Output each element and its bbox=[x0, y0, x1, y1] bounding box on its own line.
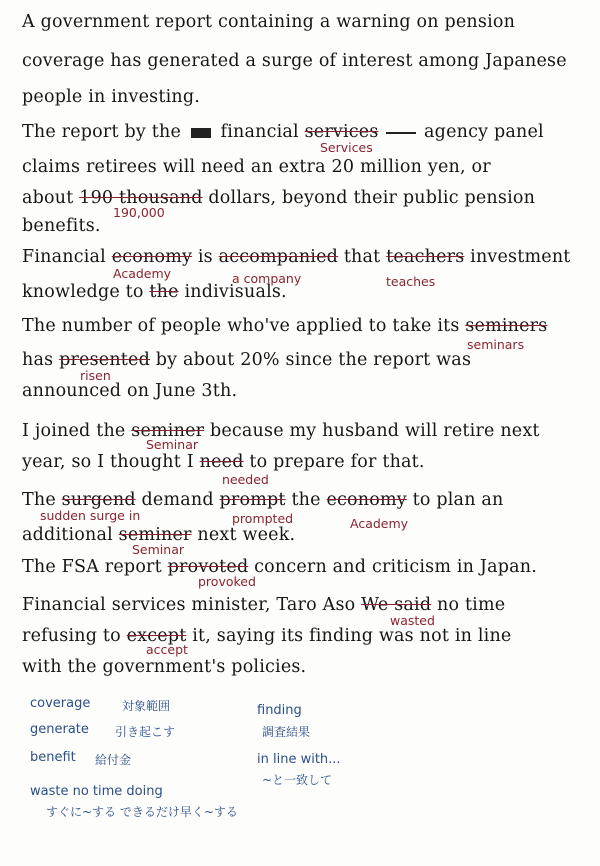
correction: needed bbox=[222, 472, 269, 487]
struck-word: presented bbox=[59, 350, 150, 370]
text: knowledge to bbox=[22, 282, 144, 302]
essay-line bbox=[22, 490, 504, 510]
struck-word: economy bbox=[111, 247, 193, 267]
vocab-term: benefit bbox=[30, 750, 76, 765]
struck-word: accompanied bbox=[218, 247, 339, 267]
vocab-term: in line with... bbox=[257, 752, 341, 767]
struck-word: services bbox=[304, 122, 379, 142]
struck-word: seminer bbox=[131, 421, 205, 441]
text: concern and criticism in Japan. bbox=[254, 557, 538, 577]
correction: teaches bbox=[386, 274, 436, 289]
text: refusing to bbox=[22, 626, 121, 646]
text: to prepare for that. bbox=[249, 452, 425, 472]
struck-word: need bbox=[199, 452, 244, 472]
struck-word: teachers bbox=[386, 247, 465, 267]
correction: sudden surge in bbox=[40, 508, 141, 523]
text: additional bbox=[22, 525, 113, 545]
text: year, so I thought I bbox=[22, 452, 194, 472]
vocab-meaning: ~と一致して bbox=[262, 773, 333, 787]
text: about bbox=[22, 188, 74, 208]
text: indivisuals. bbox=[184, 282, 287, 302]
struck-word: the bbox=[149, 282, 179, 302]
struck-word: prompt bbox=[219, 490, 286, 510]
essay-line: benefits. bbox=[22, 216, 101, 236]
text: has bbox=[22, 350, 54, 370]
scribble-mark bbox=[386, 132, 416, 134]
struck-word: surgend bbox=[61, 490, 136, 510]
text: demand bbox=[141, 490, 214, 510]
text: by about 20% since the report was bbox=[155, 350, 472, 370]
text: The bbox=[22, 490, 56, 510]
essay-line: announced on June 3th. bbox=[22, 381, 238, 401]
vocab-term: waste no time doing bbox=[30, 784, 163, 799]
essay-line bbox=[22, 626, 511, 646]
struck-word: We said bbox=[361, 595, 432, 615]
essay-line: people in investing. bbox=[22, 87, 201, 107]
correction: Academy bbox=[113, 266, 172, 281]
vocab-term: generate bbox=[30, 722, 89, 737]
essay-line: A government report containing a warning on pension bbox=[22, 12, 516, 32]
text: that bbox=[343, 247, 381, 267]
essay-line: claims retirees will need an extra 20 million yen, or bbox=[22, 157, 491, 177]
correction: Services bbox=[320, 140, 373, 155]
essay-line bbox=[22, 122, 544, 142]
text: Financial services minister, Taro Aso bbox=[22, 595, 356, 615]
essay-line bbox=[22, 421, 540, 441]
vocab-term: finding bbox=[257, 703, 302, 718]
essay-line bbox=[22, 452, 425, 472]
text: investment bbox=[470, 247, 571, 267]
struck-word: seminer bbox=[118, 525, 192, 545]
text: The number of people who've applied to take its bbox=[22, 316, 460, 336]
correction: Seminar bbox=[132, 542, 184, 557]
text: I joined the bbox=[22, 421, 126, 441]
text: Financial bbox=[22, 247, 106, 267]
correction: Seminar bbox=[146, 437, 198, 452]
text: The FSA report bbox=[22, 557, 162, 577]
text: agency panel bbox=[424, 122, 544, 142]
text: to plan an bbox=[412, 490, 504, 510]
text: is bbox=[197, 247, 213, 267]
correction: accept bbox=[146, 642, 188, 657]
correction: provoked bbox=[198, 574, 256, 589]
essay-line: coverage has generated a surge of interest among Japanese bbox=[22, 51, 567, 71]
vocab-term: coverage bbox=[30, 696, 91, 711]
text: no time bbox=[436, 595, 506, 615]
essay-line bbox=[22, 282, 287, 302]
text: financial bbox=[220, 122, 299, 142]
text: it, saying its finding was not in line bbox=[192, 626, 512, 646]
struck-word: 190 thousand bbox=[79, 188, 203, 208]
essay-line bbox=[22, 557, 537, 577]
correction: seminars bbox=[467, 337, 525, 352]
text: because my husband will retire next bbox=[209, 421, 540, 441]
scribble-mark bbox=[191, 128, 211, 138]
vocab-meaning: 対象範囲 bbox=[122, 699, 171, 713]
struck-word: economy bbox=[326, 490, 407, 510]
vocab-meaning: すぐに~する できるだけ早く~する bbox=[46, 805, 238, 819]
essay-line bbox=[22, 595, 505, 615]
correction: 190,000 bbox=[113, 205, 165, 220]
correction: risen bbox=[80, 368, 111, 383]
correction: wasted bbox=[390, 613, 435, 628]
essay-line bbox=[22, 188, 535, 208]
struck-word: except bbox=[126, 626, 187, 646]
correction: a company bbox=[232, 271, 302, 286]
vocab-meaning: 引き起こす bbox=[115, 725, 176, 739]
essay-line bbox=[22, 316, 547, 336]
correction: Academy bbox=[350, 516, 409, 531]
struck-word: seminers bbox=[465, 316, 548, 336]
text: dollars, beyond their public pension bbox=[208, 188, 536, 208]
text: next week. bbox=[197, 525, 296, 545]
vocab-meaning: 調査結果 bbox=[262, 725, 311, 739]
text: The report by the bbox=[22, 122, 181, 142]
essay-line: with the government's policies. bbox=[22, 657, 307, 677]
struck-word: provoted bbox=[167, 557, 249, 577]
essay-line bbox=[22, 350, 471, 370]
text: the bbox=[291, 490, 321, 510]
vocab-meaning: 給付金 bbox=[95, 753, 132, 767]
correction: prompted bbox=[232, 511, 294, 526]
essay-line bbox=[22, 247, 571, 267]
